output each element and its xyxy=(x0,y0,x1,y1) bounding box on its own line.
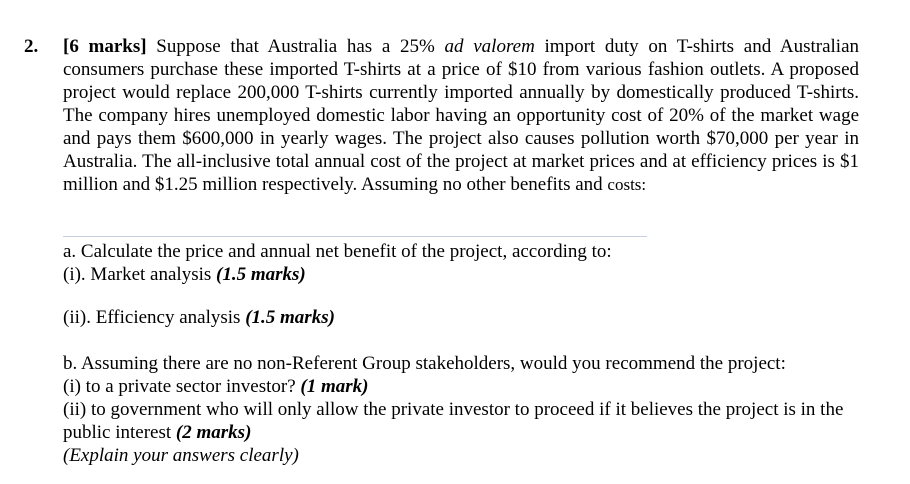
part-b-item-2-text: (ii) to government who will only allow the private investor to proceed if it believes the project is in the public interest xyxy=(63,399,844,443)
section-divider xyxy=(63,236,647,237)
intro-text-1: Suppose that Australia has a 25% xyxy=(156,36,435,57)
part-b-item-1 xyxy=(63,375,863,398)
question-marks: [6 marks] xyxy=(63,36,147,57)
part-b-prompt: b. Assuming there are no non-Referent Group stakeholders, would you recommend the project: xyxy=(63,353,786,374)
part-a-item-1 xyxy=(63,263,612,286)
part-a-item-2 xyxy=(63,306,335,329)
part-a-prompt: a. Calculate the price and annual net benefit of the project, according to: xyxy=(63,241,612,262)
part-a-item-1-text: (i). Market analysis xyxy=(63,264,212,285)
part-b-item-2-marks: (2 marks) xyxy=(175,422,252,443)
question-intro xyxy=(63,35,859,196)
part-a-item-1-marks: (1.5 marks) xyxy=(216,264,306,285)
part-b xyxy=(63,352,863,467)
part-b-instruction: (Explain your answers clearly) xyxy=(63,445,299,466)
part-b-item-1-marks: (1 mark) xyxy=(300,376,369,397)
part-b-item-2 xyxy=(63,398,863,444)
part-b-item-1-text: (i) to a private sector investor? xyxy=(63,376,296,397)
intro-text-2: import duty on T-shirts and Australian consumers purchase these imported T-shirts at a price of $10 from various fashion outlets. A proposed project would replace 200,000 T-shirts currently imported annually by domestically produced T-shirts. The company hires unemployed domestic labor having an opportunity cost of 20% of the market wage and pays them $600,000 in yearly wages. The project also causes pollution worth $70,000 per year in Australia. The all-inclusive total annual cost of the project at market prices and at efficiency prices is $1 million and $1.25 million respectively. Assuming no other benefits and xyxy=(63,36,859,195)
intro-italic-term: ad valorem xyxy=(444,36,535,57)
intro-text-end: costs: xyxy=(607,175,647,194)
part-a-item-2-text: (ii). Efficiency analysis xyxy=(63,307,241,328)
part-a-item-2-marks: (1.5 marks) xyxy=(245,307,335,328)
question-number: 2. xyxy=(24,36,39,57)
part-a xyxy=(63,240,612,286)
